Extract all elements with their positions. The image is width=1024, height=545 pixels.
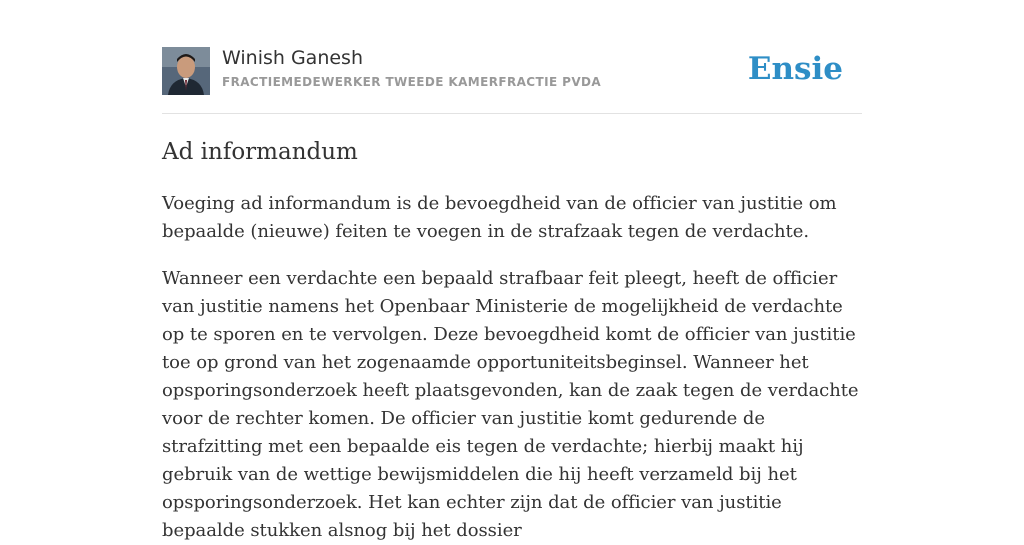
- author-role: FRACTIEMEDEWERKER TWEEDE KAMERFRACTIE PVDA: [222, 75, 602, 89]
- article-title: Ad informandum: [162, 139, 358, 165]
- article-paragraph: Wanneer een verdachte een bepaald strafbaar feit pleegt, heeft de officier van justitie namens het Openbaar Ministerie de mogelijkheid de verdachte op te sporen en te vervolgen. Deze bevoegdheid komt de officier van justitie toe op grond van het zogenaamde opportuniteitsbeginsel. Wanneer het opsporingsonderzoek heeft plaatsgevonden, kan de zaak tegen de verdachte voor de rechter komen. De officier van justitie komt gedurende de strafzitting met een bepaalde eis tegen de verdachte; hierbij maakt hij gebruik van de wettige bewijsmiddelen die hij heeft verzameld bij het opsporingsonderzoek. Het kan echter zijn dat de officier van justitie bepaalde stukken alsnog bij het dossier: [162, 268, 859, 541]
- avatar-photo-icon: [162, 47, 210, 95]
- author-name[interactable]: Winish Ganesh: [222, 47, 363, 69]
- avatar[interactable]: [162, 47, 210, 95]
- brand-logo[interactable]: Ensie: [747, 51, 843, 87]
- article-paragraph: Voeging ad informandum is de bevoegdheid van de officier van justitie om bepaalde (nieuwe) feiten te voegen in de strafzaak tegen de verdachte.: [162, 193, 837, 242]
- author-header: [162, 46, 862, 96]
- header-divider: [162, 113, 862, 114]
